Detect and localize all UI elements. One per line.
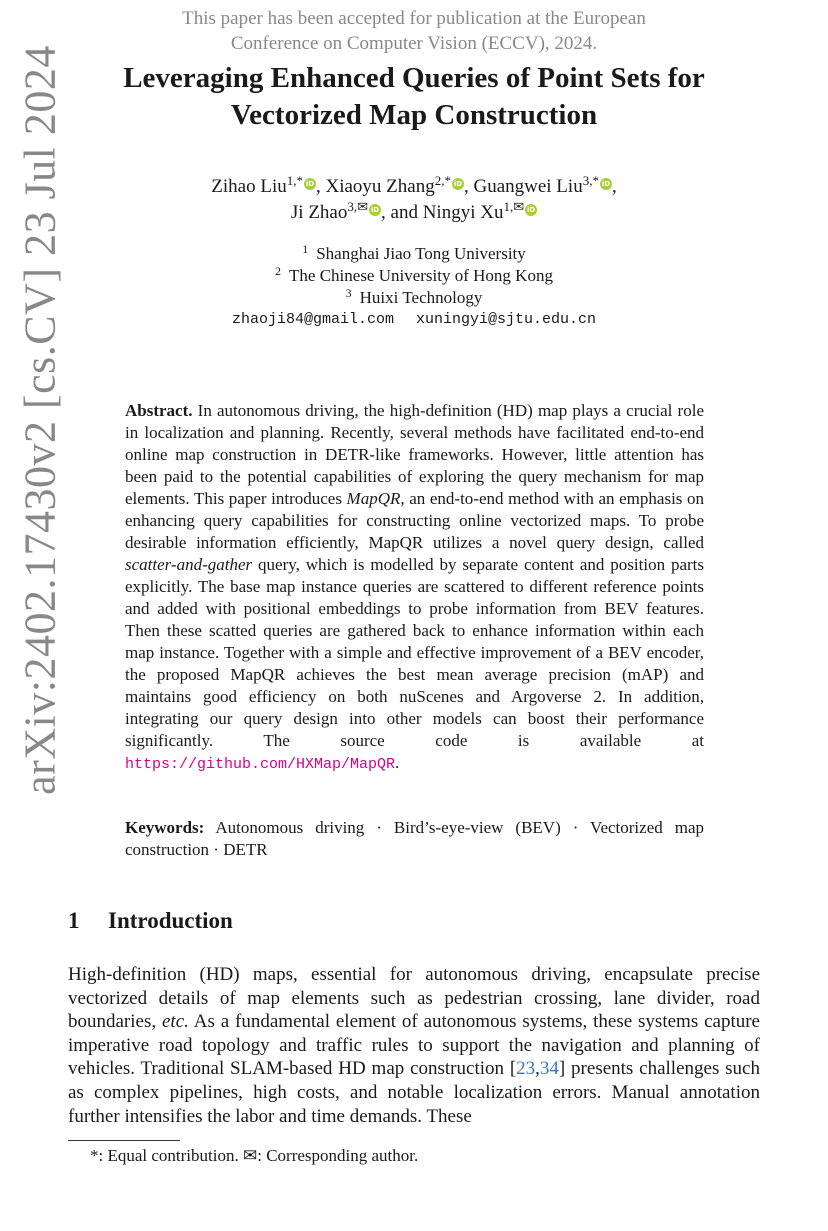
source-code-link[interactable]: https://github.com/HXMap/MapQR: [125, 756, 396, 773]
abstract: [125, 400, 704, 776]
author-name: Guangwei Liu: [473, 176, 583, 197]
author-name: Ningyi Xu: [422, 202, 504, 223]
author-separator: , and: [381, 202, 423, 223]
abstract-text: In autonomous driving, the high-definition (HD) map plays a crucial role in localization and planning. Recently, several methods have facilitated end-to-end online map construction in DETR-like frameworks. However, little attention has been paid to the potential capabilities of exploring the query mechanism for map elements. This paper introduces: [125, 401, 704, 508]
abstract-text: , an end-to-end method with an emphasis on enhancing query capabilities for constructing online vectorized maps. To probe desirable information efficiently, MapQR utilizes a novel query design, called: [125, 489, 705, 552]
contact-emails: [0, 310, 828, 330]
affiliation-list: [0, 243, 828, 309]
affiliation-item: [0, 287, 828, 309]
keywords: [125, 817, 704, 861]
footnote: *: Equal contribution. ✉: Corresponding author.: [90, 1146, 419, 1165]
query-name: scatter-and-gather: [125, 555, 253, 574]
intro-text: High-definition (HD) maps, essential for autonomous driving, encapsulate precise vectorized details of map elements such as pedestrian crossing, lane divider, road boundaries,: [68, 964, 760, 1033]
section-number: 1: [68, 908, 80, 933]
footnote-rule: [68, 1140, 180, 1141]
intro-etc: etc.: [162, 1011, 189, 1033]
title-line-1: Leveraging Enhanced Queries of Point Sets for: [123, 62, 705, 94]
affiliation-item: [0, 265, 828, 287]
intro-text: As a fundamental element of autonomous systems, these systems capture imperative road topology and traffic rules to support the navigation and planning of vehicles. Traditional SLAM-based HD map construction [: [68, 1011, 760, 1080]
author-marks: 1,✉: [503, 199, 525, 214]
affiliation-name: Shanghai Jiao Tong University: [316, 244, 526, 263]
orcid-icon[interactable]: iD: [601, 180, 611, 188]
method-name: MapQR: [346, 489, 401, 508]
author-list: [0, 174, 828, 226]
author-line-2: [0, 200, 828, 226]
abstract-end: .: [395, 753, 400, 772]
author-name: Zihao Liu: [211, 176, 287, 197]
affiliation-number: 1: [302, 242, 309, 256]
author-name: Ji Zhao: [290, 202, 348, 223]
orcid-icon[interactable]: iD: [453, 180, 463, 188]
orcid-icon[interactable]: iD: [527, 206, 536, 214]
affiliation-name: Huixi Technology: [359, 288, 483, 307]
affiliation-name: The Chinese University of Hong Kong: [289, 266, 553, 285]
affiliation-number: 3: [345, 286, 352, 300]
title-line-2: Vectorized Map Construction: [230, 99, 598, 131]
author-separator: ,: [315, 176, 326, 197]
affiliation-number: 2: [275, 264, 282, 278]
section-title: Introduction: [108, 908, 233, 933]
intro-text: ] presents challenges such as complex pipelines, high costs, and notable localization errors. Manual annotation further intensifies the labor and time demands. These: [68, 1058, 760, 1127]
section-heading: [68, 906, 233, 936]
citation-separator: ,: [535, 1058, 540, 1080]
notice-line-2: Conference on Computer Vision (ECCV), 2024.: [230, 33, 598, 54]
abstract-text: query, which is modelled by separate content and position parts explicitly. The base map instance queries are scattered to different reference points and added with positional embeddings to probe information from BEV features. Then these scatted queries are gathered back to enhance information within each map instance. Together with a simple and effective improvement of a BEV encoder, the proposed MapQR achieves the best mean average precision (mAP) and maintains good efficiency on both nuScenes and Argoverse 2. In addition, integrating our query design into other models can boost their performance significantly. The source code is available at: [125, 555, 704, 750]
notice-line-1: This paper has been accepted for publication at the European: [182, 8, 646, 29]
publication-notice: [0, 6, 828, 56]
author-line-1: [0, 174, 828, 200]
orcid-icon[interactable]: iD: [370, 206, 380, 214]
author-separator: ,: [611, 176, 617, 197]
citation-link[interactable]: 34: [539, 1058, 559, 1080]
keywords-label: Keywords:: [125, 818, 205, 837]
intro-paragraph: [68, 963, 760, 1128]
email-link[interactable]: zhaoji84@gmail.com: [231, 311, 394, 328]
orcid-icon[interactable]: iD: [305, 180, 315, 188]
email-link[interactable]: xuningyi@sjtu.edu.cn: [416, 311, 597, 328]
arxiv-stamp-text: arXiv:2402.17430v2 [cs.CV] 23 Jul 2024: [15, 45, 65, 795]
author-marks: 1,*: [286, 173, 303, 188]
abstract-label: Abstract.: [125, 401, 193, 420]
keywords-text: Autonomous driving · Bird’s-eye-view (BEV) · Vectorized map construction · DETR: [125, 818, 704, 859]
author-separator: ,: [463, 176, 474, 197]
author-marks: 2,*: [434, 173, 451, 188]
paper-title: [0, 60, 828, 134]
author-name: Xiaoyu Zhang: [325, 176, 435, 197]
author-marks: 3,*: [582, 173, 599, 188]
citation-link[interactable]: 23: [516, 1058, 536, 1080]
author-marks: 3,✉: [347, 199, 369, 214]
affiliation-item: [0, 243, 828, 265]
